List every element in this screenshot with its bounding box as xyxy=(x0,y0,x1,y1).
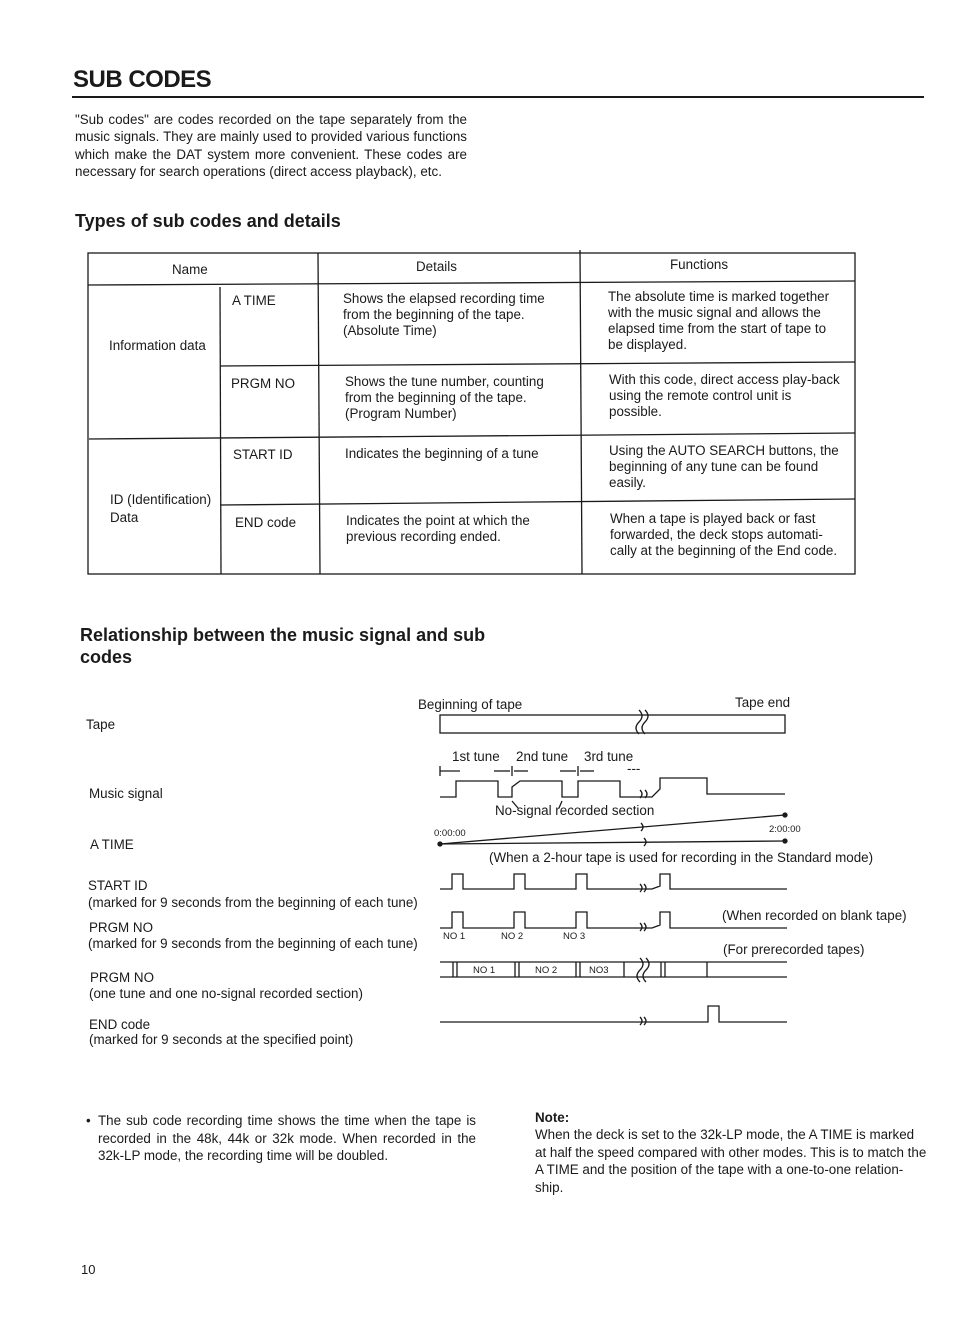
row-name-prgm-no: PRGM NO xyxy=(231,376,295,391)
prgm-blank-no2: NO 2 xyxy=(501,931,524,942)
no-signal-label: No-signal recorded section xyxy=(495,803,655,818)
tape-end-label: Tape end xyxy=(735,695,791,710)
label-start-id-note: (marked for 9 seconds from the beginning of each tune) xyxy=(88,895,418,910)
prerecorded-note: (For prerecorded tapes) xyxy=(723,942,865,957)
group-id-data: ID (Identification) Data xyxy=(110,492,212,525)
group-information-data: Information data xyxy=(109,338,206,353)
tune-dots: --- xyxy=(627,761,641,776)
page-title: SUB CODES xyxy=(73,66,212,93)
row-details-end-code: Indicates the point at which the previous recording ended. xyxy=(346,513,530,544)
first-tune-label: 1st tune xyxy=(452,749,500,764)
bullet-icon: • xyxy=(86,1113,91,1128)
page-number: 10 xyxy=(81,1262,96,1277)
note-text: When the deck is set to the 32k-LP mode, the A TIME is marked at half the speed compared with other modes. This is to match the A TIME and the position of the tape with a one-to-one relation-ship. xyxy=(535,1127,927,1195)
beginning-of-tape-label: Beginning of tape xyxy=(418,697,523,712)
row-name-start-id: START ID xyxy=(233,447,293,462)
row-details-prgm-no: Shows the tune number, counting from the beginning of the tape. (Program Number) xyxy=(345,374,544,421)
row-name-end-code: END code xyxy=(235,515,297,530)
bullet-note: The sub code recording time shows the time when the tape is recorded in the 48k, 44k or 32k mode. When recorded in the 32k-LP mode, the recording time will be doubled. xyxy=(98,1113,476,1163)
label-end-code-note: (marked for 9 seconds at the specified point) xyxy=(89,1032,354,1047)
label-prgm-no-1-note: (marked for 9 seconds from the beginning of each tune) xyxy=(88,936,418,951)
label-music-signal: Music signal xyxy=(89,786,163,801)
intro-paragraph: "Sub codes" are codes recorded on the tape separately from the music signals. They are mainly used to provided various functions which make the DAT system more convenient. These codes are necessary for search operations (direct access playback), etc. xyxy=(75,112,467,180)
label-prgm-no-2: PRGM NO xyxy=(90,970,154,985)
label-start-id: START ID xyxy=(88,878,148,893)
table-header-name: Name xyxy=(172,262,208,277)
table-header-details: Details xyxy=(416,259,457,274)
label-end-code: END code xyxy=(89,1017,151,1032)
row-functions-a-time: The absolute time is marked together with the music signal and allows the elapsed time from the start of tape to be displayed. xyxy=(608,289,830,352)
table-header-functions: Functions xyxy=(670,257,729,272)
prgm-pre-no1: NO 1 xyxy=(473,965,496,976)
time-note: (When a 2-hour tape is used for recording in the Standard mode) xyxy=(489,850,874,865)
row-name-a-time: A TIME xyxy=(232,293,276,308)
row-details-start-id: Indicates the beginning of a tune xyxy=(345,446,539,461)
row-details-a-time: Shows the elapsed recording time from the beginning of the tape. (Absolute Time) xyxy=(343,291,545,338)
prgm-pre-no2: NO 2 xyxy=(535,965,558,976)
prgm-pre-no3: NO3 xyxy=(589,965,609,976)
note-title: Note: xyxy=(535,1110,570,1125)
prgm-blank-no3: NO 3 xyxy=(563,931,586,942)
row-functions-start-id: Using the AUTO SEARCH buttons, the beginning of any tune can be found easily. xyxy=(609,443,839,490)
time-end-label: 2:00:00 xyxy=(769,824,801,835)
label-tape: Tape xyxy=(86,717,116,732)
time-start-label: 0:00:00 xyxy=(434,828,466,839)
relationship-heading: Relationship between the music signal and sub codes xyxy=(80,625,486,667)
types-heading: Types of sub codes and details xyxy=(75,211,341,231)
label-prgm-no-1: PRGM NO xyxy=(89,920,153,935)
row-functions-end-code: When a tape is played back or fast forwarded, the deck stops automati-cally at the beginning of the End code. xyxy=(610,511,838,558)
prgm-blank-no1: NO 1 xyxy=(443,931,466,942)
third-tune-label: 3rd tune xyxy=(584,749,634,764)
label-a-time: A TIME xyxy=(90,837,134,852)
blank-tape-note: (When recorded on blank tape) xyxy=(722,908,907,923)
row-functions-prgm-no: With this code, direct access play-back using the remote control unit is possible. xyxy=(609,372,840,419)
second-tune-label: 2nd tune xyxy=(516,749,569,764)
label-prgm-no-2-note: (one tune and one no-signal recorded section) xyxy=(89,986,363,1001)
